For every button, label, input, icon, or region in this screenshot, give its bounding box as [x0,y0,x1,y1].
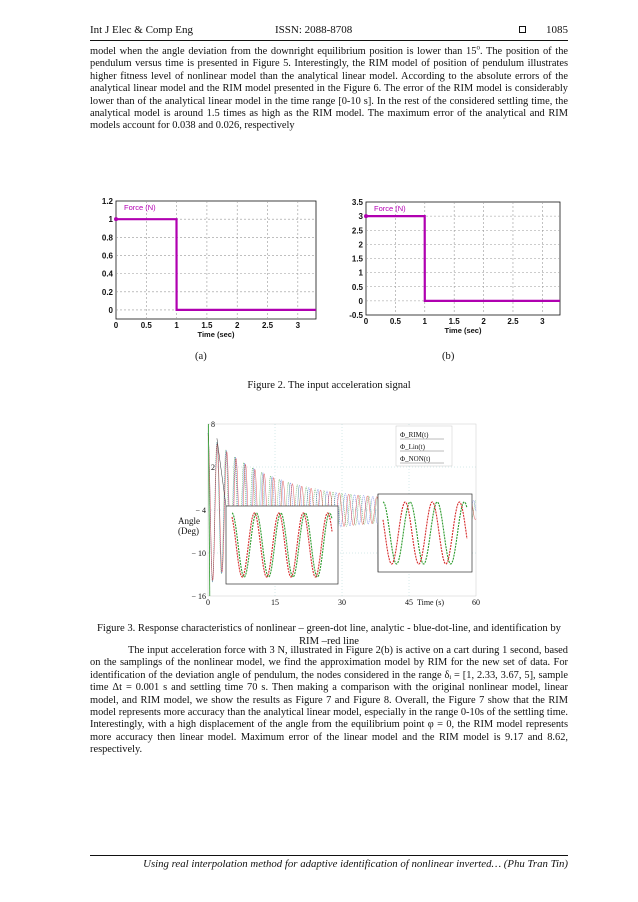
fig3-ytick-label: 2 [211,463,215,472]
paragraph-2-text: The input acceleration force with 3 N, illustrated in Figure 2(b) is active on a cart during 1 second, based on the samplings of the nonlinear model, we find the approximation model by RIM for the new set of data. For identification of the deviation angle of pendulum, the nodes considered in the range δᵢ = [1, 2.33, 3.67, 5], sample time Δt = 0.001 s and settling time 70 s. Then making a comparison with the original nonlinear model, linear model, and RIM model, we show the results as Figure 7 and Figure 8. Overall, the Figure 7 show that the RIM model represents more accuracy than the analytical linear model, especially in the range 0-10s of the settling time. Interestingly, with a high displacement of the angle from the equilibrium point φ = 0, the RIM model represents more accuracy then linear model. Maximum error of the linear model and the RIM model is 9.17 and 8.62, respectively. [90,645,568,756]
fig2a-xtick-label: 3 [295,321,301,330]
fig2b-ytick-label: 0 [358,296,363,306]
degree-superscript: o [476,43,480,52]
figure-2a-chart [88,193,323,348]
fig3-xtick-label: 0 [206,598,210,607]
fig2a-xtick-label: 0.5 [140,321,152,330]
page-number: 1085 [546,24,568,36]
fig2b-xtick-label: 1.5 [448,317,460,326]
fig3-xtick-label: 60 [472,598,480,607]
fig2b-start-marker [364,214,368,218]
fig2b-xtick-label: 0 [363,317,369,326]
fig2b-ytick-label: 3.5 [351,198,363,207]
running-footer: Using real interpolation method for adaptive identification of nonlinear inverted… (Phu Tran Tin) [143,858,568,870]
running-header-issn: ISSN: 2088-8708 [275,24,353,36]
fig2b-xtick-label: 3 [540,317,545,326]
fig2b-ytick-label: 3 [358,212,363,222]
fig2a-xtick-label: 1.5 [201,321,213,330]
running-header-journal: Int J Elec & Comp Eng [90,24,193,36]
fig2b-xtick-label: 0.5 [389,317,401,326]
fig2a-ytick-label: 1.2 [101,197,113,206]
fig2a-legend-label: Force (N) [124,203,156,212]
fig2a-xtick-label: 2 [234,321,240,330]
figure-3-ylabel [178,516,200,536]
figure-2b-chart [338,194,568,344]
fig2a-ytick-label: 0.2 [101,287,113,297]
fig3-ytick-label: − 4 [195,506,206,515]
fig2a-ytick-label: 0 [108,305,113,315]
body-paragraph-2 [90,645,568,757]
fig2a-xtick-label: 2.5 [261,321,274,330]
figure-3-ylabel-line1: Angle [178,516,200,526]
figure-3-chart [191,418,490,608]
fig2b-ytick-label: 2 [358,240,363,250]
body-paragraph-1 [90,43,568,133]
fig3-ytick-label: − 16 [191,592,206,601]
fig3-legend-entry: Φ_Lin(t) [400,443,425,451]
square-bullet-icon [519,26,526,33]
fig2b-ytick-label: -0.5 [349,311,363,320]
fig2b-ytick-label: 1.5 [351,254,363,264]
figure-2-caption: Figure 2. The input acceleration signal [247,380,411,391]
fig3-ytick-label: − 10 [191,549,206,558]
fig2a-xtick-label: 0 [113,321,119,330]
fig3-ytick-label: 8 [211,420,215,429]
fig2b-ytick-label: 2.5 [351,226,363,236]
fig2b-ytick-label: 0.5 [351,282,363,292]
header-rule [90,40,568,41]
fig3-xtick-label: 45 [405,598,413,607]
fig3-xlabel: Time (s) [417,598,445,607]
figure-2a-label: (a) [195,351,207,362]
fig2b-legend-label: Force (N) [374,204,406,213]
figure-3-caption: Figure 3. Response characteristics of nonlinear – green-dot line, analytic - blue-dot-line, and identification by RIM –red line [97,623,561,647]
fig3-xtick-label: 30 [338,598,346,607]
fig2a-xtick-label: 1 [174,321,179,330]
fig2b-xtick-label: 2 [481,317,486,326]
fig2a-ytick-label: 1 [108,215,113,225]
fig3-xtick-label: 15 [271,598,279,607]
fig2b-xlabel: Time (sec) [444,326,482,335]
fig2b-xtick-label: 1 [422,317,428,326]
fig2a-ytick-label: 0.4 [101,269,113,279]
paragraph-1-rest: . The position of the pendulum versus time is presented in Figure 5. Interestingly, the RIM model of position of pendulum illustrates higher fitness level of nonlinear model than the analytical linear model. According to the absolute errors of the analytical linear model and the RIM model presented in the Figure 6. The error of the RIM model is considerably lower than of the analytical linear model in the time range [0-10 s]. In the rest of the considered settling time, the analytical model is around 1.5 times as high as the RIM model. The maximum error of the analytical and RIM models account for 0.038 and 0.026, respectively [90,46,568,132]
fig3-inset-right [378,494,472,572]
fig2b-ytick-label: 1 [358,268,363,278]
paragraph-1-start: model when the angle deviation from the downright equilibrium position is lower than 15 [90,46,477,57]
fig2a-xlabel: Time (sec) [197,330,235,339]
figure-3-ylabel-line2: (Deg) [178,526,199,536]
fig3-legend-entry: Φ_NON(t) [400,455,431,463]
fig2a-ytick-label: 0.6 [101,251,113,261]
fig2a-ytick-label: 0.8 [101,233,113,243]
fig3-legend-entry: Φ_RIM(t) [400,431,429,439]
figure-2b-label: (b) [442,351,455,362]
fig2a-start-marker [114,217,118,221]
fig2b-xtick-label: 2.5 [507,317,519,326]
footer-rule [90,855,568,856]
